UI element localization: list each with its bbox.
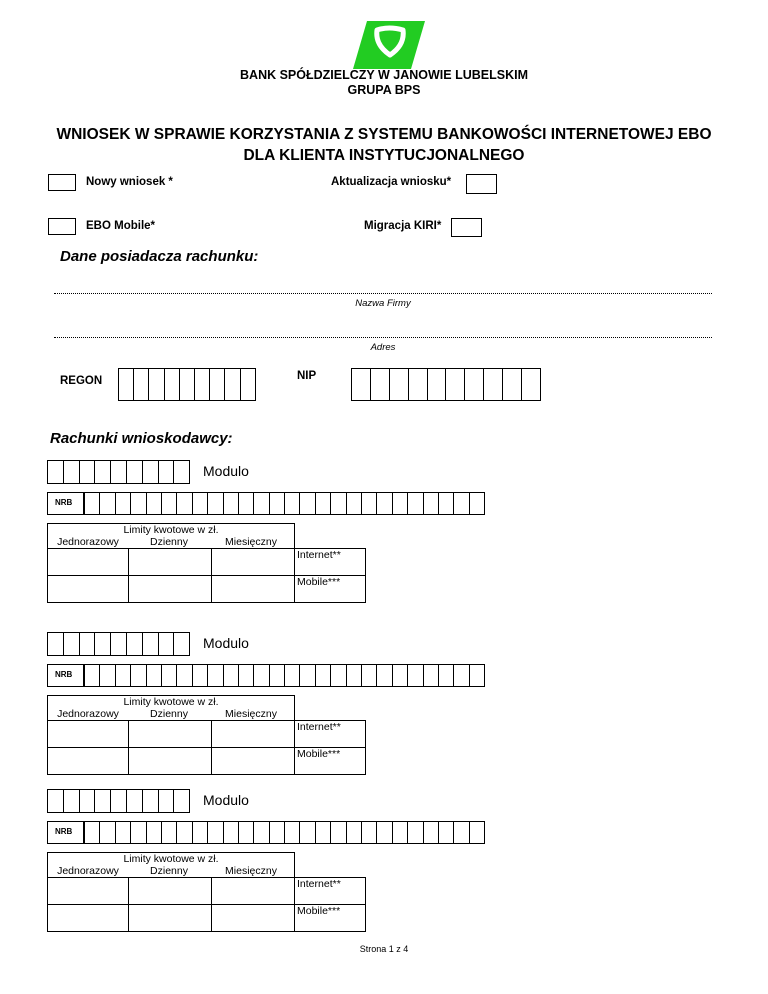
limit-mobile-monthly[interactable] bbox=[212, 748, 295, 775]
digit-cell[interactable] bbox=[300, 821, 315, 844]
digit-cell[interactable] bbox=[393, 492, 408, 515]
digit-cell[interactable] bbox=[393, 821, 408, 844]
digit-cell[interactable] bbox=[64, 632, 80, 656]
limits-table bbox=[47, 523, 366, 603]
row-internet: Internet** bbox=[295, 721, 366, 748]
digit-cell[interactable] bbox=[111, 632, 127, 656]
digit-cell[interactable] bbox=[119, 368, 134, 401]
bank-group: GRUPA BPS bbox=[347, 83, 421, 97]
digit-cell[interactable] bbox=[224, 664, 239, 687]
nrb-field[interactable] bbox=[84, 492, 485, 515]
digit-cell[interactable] bbox=[131, 664, 146, 687]
digit-cell[interactable] bbox=[48, 789, 64, 813]
digit-cell[interactable] bbox=[193, 492, 208, 515]
digit-cell[interactable] bbox=[316, 664, 331, 687]
holder-section-title: Dane posiadacza rachunku: bbox=[60, 248, 259, 265]
limit-internet-once[interactable] bbox=[48, 721, 129, 748]
modulo-field[interactable] bbox=[47, 789, 190, 813]
digit-cell[interactable] bbox=[195, 368, 210, 401]
digit-cell[interactable] bbox=[522, 368, 541, 401]
digit-cell[interactable] bbox=[193, 664, 208, 687]
digit-cell[interactable] bbox=[484, 368, 503, 401]
digit-cell[interactable] bbox=[95, 789, 111, 813]
nrb-label: NRB bbox=[55, 498, 73, 507]
page-number: Strona 1 z 4 bbox=[359, 944, 409, 954]
limit-internet-monthly[interactable] bbox=[212, 878, 295, 905]
digit-cell[interactable] bbox=[470, 664, 485, 687]
nowy-wniosek-checkbox[interactable] bbox=[48, 174, 76, 191]
col-monthly: Miesięczny bbox=[225, 708, 277, 720]
digit-cell[interactable] bbox=[470, 821, 485, 844]
address-field[interactable] bbox=[54, 337, 712, 338]
digit-cell[interactable] bbox=[159, 632, 175, 656]
digit-cell[interactable] bbox=[147, 664, 162, 687]
digit-cell[interactable] bbox=[224, 492, 239, 515]
limit-internet-monthly[interactable] bbox=[212, 549, 295, 576]
digit-cell[interactable] bbox=[116, 821, 131, 844]
digit-cell[interactable] bbox=[111, 789, 127, 813]
digit-cell[interactable] bbox=[393, 664, 408, 687]
digit-cell[interactable] bbox=[300, 492, 315, 515]
digit-cell[interactable] bbox=[174, 789, 190, 813]
nrb-field[interactable] bbox=[84, 821, 485, 844]
digit-cell[interactable] bbox=[177, 664, 192, 687]
digit-cell[interactable] bbox=[85, 492, 100, 515]
digit-cell[interactable] bbox=[390, 368, 409, 401]
digit-cell[interactable] bbox=[177, 492, 192, 515]
digit-cell[interactable] bbox=[377, 821, 392, 844]
digit-cell[interactable] bbox=[80, 789, 96, 813]
nrb-label: NRB bbox=[55, 827, 73, 836]
digit-cell[interactable] bbox=[424, 492, 439, 515]
digit-cell[interactable] bbox=[177, 821, 192, 844]
digit-cell[interactable] bbox=[428, 368, 447, 401]
digit-cell[interactable] bbox=[100, 664, 115, 687]
digit-cell[interactable] bbox=[193, 821, 208, 844]
digit-cell[interactable] bbox=[300, 664, 315, 687]
col-once: Jednorazowy bbox=[57, 536, 119, 548]
digit-cell[interactable] bbox=[439, 492, 454, 515]
migracja-label: Migracja KIRI* bbox=[364, 220, 442, 232]
aktualizacja-label: Aktualizacja wniosku* bbox=[331, 176, 452, 188]
digit-cell[interactable] bbox=[362, 492, 377, 515]
row-mobile: Mobile*** bbox=[295, 576, 366, 603]
modulo-label: Modulo bbox=[203, 463, 249, 479]
digit-cell[interactable] bbox=[239, 664, 254, 687]
col-once: Jednorazowy bbox=[57, 708, 119, 720]
digit-cell[interactable] bbox=[239, 821, 254, 844]
digit-cell[interactable] bbox=[285, 821, 300, 844]
digit-cell[interactable] bbox=[470, 492, 485, 515]
digit-cell[interactable] bbox=[331, 821, 346, 844]
digit-cell[interactable] bbox=[162, 492, 177, 515]
nrb-label-cell bbox=[47, 492, 84, 515]
digit-cell[interactable] bbox=[208, 492, 223, 515]
digit-cell[interactable] bbox=[439, 821, 454, 844]
digit-cell[interactable] bbox=[143, 789, 159, 813]
digit-cell[interactable] bbox=[127, 789, 143, 813]
limit-mobile-monthly[interactable] bbox=[212, 576, 295, 603]
modulo-label: Modulo bbox=[203, 792, 249, 808]
digit-cell[interactable] bbox=[225, 368, 240, 401]
nrb-label-cell bbox=[47, 821, 84, 844]
digit-cell[interactable] bbox=[352, 368, 371, 401]
ebo-mobile-label: EBO Mobile* bbox=[86, 220, 156, 232]
digit-cell[interactable] bbox=[409, 368, 428, 401]
digit-cell[interactable] bbox=[316, 821, 331, 844]
company-name-caption: Nazwa Firmy bbox=[355, 298, 411, 309]
modulo-label: Modulo bbox=[203, 635, 249, 651]
digit-cell[interactable] bbox=[362, 821, 377, 844]
digit-cell[interactable] bbox=[111, 460, 127, 484]
bank-logo bbox=[353, 21, 425, 69]
digit-cell[interactable] bbox=[454, 821, 469, 844]
limits-table bbox=[47, 695, 366, 775]
bank-name: BANK SPÓŁDZIELCZY W JANOWIE LUBELSKIM bbox=[240, 68, 528, 82]
digit-cell[interactable] bbox=[362, 664, 377, 687]
digit-cell[interactable] bbox=[254, 492, 269, 515]
digit-cell[interactable] bbox=[347, 821, 362, 844]
digit-cell[interactable] bbox=[408, 492, 423, 515]
col-daily: Dzienny bbox=[150, 865, 188, 877]
nrb-label: NRB bbox=[55, 670, 73, 679]
limit-mobile-monthly[interactable] bbox=[212, 905, 295, 932]
col-monthly: Miesięczny bbox=[225, 536, 277, 548]
nrb-field[interactable] bbox=[84, 664, 485, 687]
digit-cell[interactable] bbox=[239, 492, 254, 515]
col-once: Jednorazowy bbox=[57, 865, 119, 877]
digit-cell[interactable] bbox=[116, 492, 131, 515]
digit-cell[interactable] bbox=[127, 632, 143, 656]
digit-cell[interactable] bbox=[316, 492, 331, 515]
digit-cell[interactable] bbox=[48, 632, 64, 656]
limit-internet-monthly[interactable] bbox=[212, 721, 295, 748]
digit-cell[interactable] bbox=[454, 492, 469, 515]
col-daily: Dzienny bbox=[150, 536, 188, 548]
digit-cell[interactable] bbox=[165, 368, 180, 401]
digit-cell[interactable] bbox=[100, 821, 115, 844]
digit-cell[interactable] bbox=[371, 368, 390, 401]
row-internet: Internet** bbox=[295, 549, 366, 576]
digit-cell[interactable] bbox=[134, 368, 149, 401]
regon-field[interactable] bbox=[118, 368, 256, 401]
digit-cell[interactable] bbox=[270, 492, 285, 515]
digit-cell[interactable] bbox=[347, 664, 362, 687]
digit-cell[interactable] bbox=[159, 460, 175, 484]
digit-cell[interactable] bbox=[127, 460, 143, 484]
digit-cell[interactable] bbox=[174, 460, 190, 484]
digit-cell[interactable] bbox=[224, 821, 239, 844]
digit-cell[interactable] bbox=[424, 664, 439, 687]
limit-mobile-daily[interactable] bbox=[129, 748, 212, 775]
digit-cell[interactable] bbox=[180, 368, 195, 401]
digit-cell[interactable] bbox=[331, 492, 346, 515]
limits-title: Limity kwotowe w zł. bbox=[123, 524, 219, 536]
row-mobile: Mobile*** bbox=[295, 905, 366, 932]
digit-cell[interactable] bbox=[408, 821, 423, 844]
digit-cell[interactable] bbox=[347, 492, 362, 515]
digit-cell[interactable] bbox=[162, 664, 177, 687]
limit-mobile-once[interactable] bbox=[48, 748, 129, 775]
digit-cell[interactable] bbox=[465, 368, 484, 401]
digit-cell[interactable] bbox=[439, 664, 454, 687]
ebo-mobile-checkbox[interactable] bbox=[48, 218, 76, 235]
digit-cell[interactable] bbox=[147, 821, 162, 844]
digit-cell[interactable] bbox=[149, 368, 164, 401]
limits-title: Limity kwotowe w zł. bbox=[123, 696, 219, 708]
digit-cell[interactable] bbox=[95, 632, 111, 656]
digit-cell[interactable] bbox=[446, 368, 465, 401]
limit-mobile-daily[interactable] bbox=[129, 576, 212, 603]
digit-cell[interactable] bbox=[143, 632, 159, 656]
digit-cell[interactable] bbox=[270, 664, 285, 687]
modulo-field[interactable] bbox=[47, 632, 190, 656]
limit-mobile-once[interactable] bbox=[48, 905, 129, 932]
company-name-field[interactable] bbox=[54, 293, 712, 294]
digit-cell[interactable] bbox=[159, 789, 175, 813]
limit-internet-daily[interactable] bbox=[129, 549, 212, 576]
limit-internet-once[interactable] bbox=[48, 878, 129, 905]
digit-cell[interactable] bbox=[454, 664, 469, 687]
digit-cell[interactable] bbox=[241, 368, 256, 401]
digit-cell[interactable] bbox=[503, 368, 522, 401]
digit-cell[interactable] bbox=[377, 492, 392, 515]
digit-cell[interactable] bbox=[80, 632, 96, 656]
nip-field[interactable] bbox=[351, 368, 541, 401]
limit-mobile-daily[interactable] bbox=[129, 905, 212, 932]
digit-cell[interactable] bbox=[95, 460, 111, 484]
digit-cell[interactable] bbox=[174, 632, 190, 656]
digit-cell[interactable] bbox=[131, 492, 146, 515]
digit-cell[interactable] bbox=[408, 664, 423, 687]
digit-cell[interactable] bbox=[147, 492, 162, 515]
col-monthly: Miesięczny bbox=[225, 865, 277, 877]
form-title-line2: DLA KLIENTA INSTYTUCJONALNEGO bbox=[243, 147, 525, 164]
accounts-section-title: Rachunki wnioskodawcy: bbox=[50, 430, 233, 447]
migracja-checkbox[interactable] bbox=[451, 218, 482, 237]
limit-mobile-once[interactable] bbox=[48, 576, 129, 603]
row-internet: Internet** bbox=[295, 878, 366, 905]
digit-cell[interactable] bbox=[116, 664, 131, 687]
digit-cell[interactable] bbox=[85, 664, 100, 687]
nip-label: NIP bbox=[297, 370, 317, 382]
digit-cell[interactable] bbox=[64, 789, 80, 813]
col-daily: Dzienny bbox=[150, 708, 188, 720]
limit-internet-daily[interactable] bbox=[129, 878, 212, 905]
limit-internet-once[interactable] bbox=[48, 549, 129, 576]
limits-table bbox=[47, 852, 366, 932]
digit-cell[interactable] bbox=[210, 368, 225, 401]
digit-cell[interactable] bbox=[424, 821, 439, 844]
digit-cell[interactable] bbox=[208, 821, 223, 844]
nrb-label-cell bbox=[47, 664, 84, 687]
digit-cell[interactable] bbox=[100, 492, 115, 515]
digit-cell[interactable] bbox=[270, 821, 285, 844]
digit-cell[interactable] bbox=[64, 460, 80, 484]
regon-label: REGON bbox=[60, 375, 103, 387]
digit-cell[interactable] bbox=[285, 492, 300, 515]
digit-cell[interactable] bbox=[254, 821, 269, 844]
digit-cell[interactable] bbox=[285, 664, 300, 687]
form-title-line1: WNIOSEK W SPRAWIE KORZYSTANIA Z SYSTEMU BANKOWOŚCI INTERNETOWEJ EBO bbox=[56, 126, 712, 143]
nowy-wniosek-label: Nowy wniosek * bbox=[86, 176, 173, 188]
digit-cell[interactable] bbox=[254, 664, 269, 687]
digit-cell[interactable] bbox=[131, 821, 146, 844]
digit-cell[interactable] bbox=[377, 664, 392, 687]
aktualizacja-checkbox[interactable] bbox=[466, 174, 497, 194]
digit-cell[interactable] bbox=[162, 821, 177, 844]
row-mobile: Mobile*** bbox=[295, 748, 366, 775]
digit-cell[interactable] bbox=[208, 664, 223, 687]
digit-cell[interactable] bbox=[85, 821, 100, 844]
digit-cell[interactable] bbox=[48, 460, 64, 484]
digit-cell[interactable] bbox=[143, 460, 159, 484]
digit-cell[interactable] bbox=[331, 664, 346, 687]
limit-internet-daily[interactable] bbox=[129, 721, 212, 748]
modulo-field[interactable] bbox=[47, 460, 190, 484]
digit-cell[interactable] bbox=[80, 460, 96, 484]
limits-title: Limity kwotowe w zł. bbox=[123, 853, 219, 865]
address-caption: Adres bbox=[370, 342, 396, 353]
